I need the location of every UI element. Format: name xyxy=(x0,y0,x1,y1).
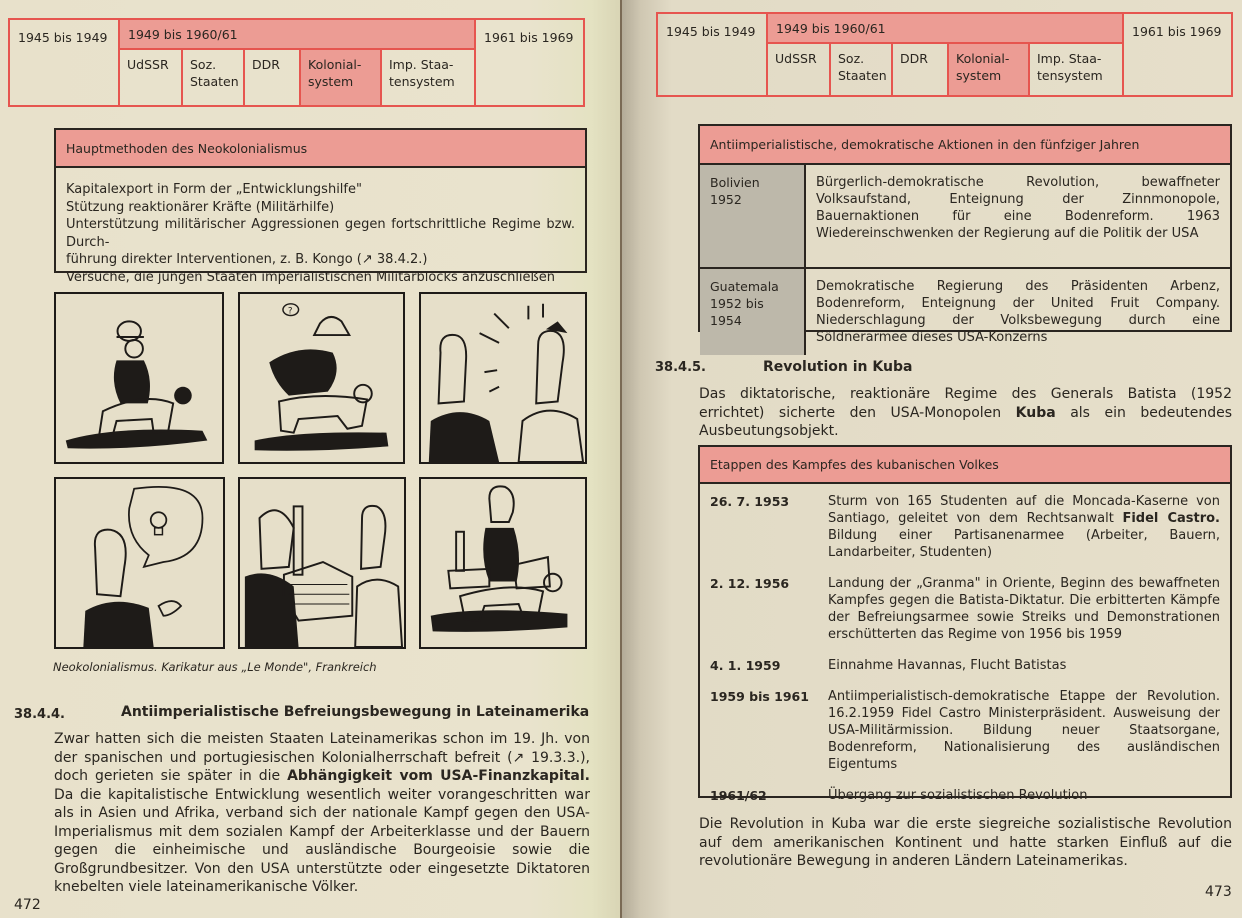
para-text: Da die kapitalistische Entwicklung wesentlich weiter vorangeschritten war als in Asien und Afrika, verband sich der nationale Kampf gegen den USA-Imperialismus mit dem sozialen Kampf der Arbeiterklasse und der Bauern gegen die einheimische und ausländische Bourgeoisie sowie die Großgrundbesitzer. Von den USA unterstützte oder eingesetzte Diktatoren knebelten viele lateinamerikanische Völker. xyxy=(54,786,590,895)
list-item xyxy=(710,657,1220,674)
sub-line: UdSSR xyxy=(127,57,169,72)
stage-text xyxy=(828,493,1220,561)
sub-line: Imp. Staa- xyxy=(389,57,454,72)
sub-line: Imp. Staa- xyxy=(1037,51,1102,66)
comic-panel-3 xyxy=(419,292,587,464)
key-line: 1954 xyxy=(710,313,742,328)
timeline-period-3: 1961 bis 1969 xyxy=(1132,24,1222,39)
timeline-sub-ddr xyxy=(893,44,949,95)
cartoon-man-riding-with-factory xyxy=(421,479,585,647)
timeline-sub-udssr xyxy=(768,44,831,95)
page-right xyxy=(622,0,1242,918)
section-number: 38.4.5. xyxy=(655,360,706,375)
comic-panel-4 xyxy=(54,477,225,649)
timeline-period-1: 1945 bis 1949 xyxy=(10,20,120,105)
stage-date: 1959 bis 1961 xyxy=(710,689,809,704)
comic-panel-5 xyxy=(238,477,406,649)
list-item xyxy=(710,688,1220,773)
row-country xyxy=(700,269,806,355)
stage-text-part: Sturm von 165 Studenten auf die Moncada-Kaserne von Santiago, geleitet von dem Rechtsanwalt xyxy=(828,494,1220,526)
para-emphasis: Abhängigkeit vom USA-Finanzkapital. xyxy=(287,768,590,784)
comic-caption: Neokolonialismus. Karikatur aus „Le Monde", Frankreich xyxy=(53,660,377,674)
stage-text-emphasis: Fidel Castro. xyxy=(1122,511,1220,526)
timeline-sub-soz-staaten xyxy=(831,44,893,95)
neocolonialism-methods-box xyxy=(54,128,587,285)
list-item xyxy=(710,493,1220,561)
stage-text: Landung der „Granma" in Oriente, Beginn des bewaffneten Kampfes gegen die Batista-Diktatur. Die erbitterten Kämpfe der Befreiungsarmee sowie Streiks und Demonstrationen erschütterten das Regime von 1956 bis 1959 xyxy=(828,576,1220,642)
sub-line: DDR xyxy=(900,51,928,66)
sub-line: Kolonial- xyxy=(308,57,362,72)
method-line: führung direkter Interventionen, z. B. Kongo (↗ 38.4.2.) xyxy=(66,252,428,267)
sub-line: tensystem xyxy=(389,74,455,89)
para-emphasis: Kuba xyxy=(1015,404,1056,421)
list-item xyxy=(710,787,1220,804)
timeline-sub-ddr xyxy=(245,50,301,105)
sub-line: Soz. xyxy=(190,57,217,72)
timeline-subcategories xyxy=(768,44,1122,95)
stage-text: Antiimperialistisch-demokratische Etappe der Revolution. 16.2.1959 Fidel Castro Ministerpräsident. Ausweisung der USA-Militärmission. Bildung neuer Staatsorgane, Bodenreform, Nationalisierung des ausländischen Eigentums xyxy=(828,689,1220,772)
para-text: Zwar hatten sich die meisten Staaten Lateinamerikas schon im 19. Jh. von der spanischen und portugiesischen Kolonialherrschaft befreit (↗ 19.3.3.), doch gerieten sie später in die xyxy=(54,731,590,784)
row-description: Bürgerlich-demokratische Revolution, bewaffneter Volksaufstand, Enteignung der Zinnmonopole, Bauernaktionen für eine Bodenreform. 1963 Wiedereinschwenken der Regierung auf die Politik der USA xyxy=(816,175,1220,241)
page-number-left: 472 xyxy=(14,897,41,913)
timeline-sub-imp-staatensystem xyxy=(382,50,474,105)
sub-line: DDR xyxy=(252,57,280,72)
comic-panel-1 xyxy=(54,292,224,464)
key-line: 1952 bis xyxy=(710,296,764,311)
method-line: Stützung reaktionärer Kräfte (Militärhilfe) xyxy=(66,199,335,215)
comic-panel-2 xyxy=(238,292,405,464)
cartoon-man-with-idea xyxy=(56,479,223,647)
method-line: Unterstützung militärischer Aggressionen gegen fortschrittliche Regime bzw. Durch- xyxy=(66,217,575,250)
section-number: 38.4.4. xyxy=(14,707,65,722)
section-title: Antiimperialistische Befreiungsbewegung in Lateinamerika xyxy=(121,704,590,720)
timeline-period-1: 1945 bis 1949 xyxy=(658,14,768,95)
timeline-sub-kolonialsystem xyxy=(301,50,382,105)
stage-text: Einnahme Havannas, Flucht Batistas xyxy=(828,658,1067,673)
timeline-period-2-group xyxy=(768,14,1124,95)
sub-line: tensystem xyxy=(1037,68,1103,83)
sub-line: system xyxy=(956,68,1002,83)
box-title: Antiimperialistische, demokratische Aktionen in den fünfziger Jahren xyxy=(700,126,1230,165)
timeline-sub-soz-staaten xyxy=(183,50,245,105)
cartoon-man-riding-worker xyxy=(56,294,222,462)
section-paragraph xyxy=(54,730,590,897)
row-description: Demokratische Regierung des Präsidenten Arbenz, Bodenreform, Enteignung der United Fruit Company. Niederschlagung der Volksbewegung durch eine Söldnerarmee dieses USA-Konzerns xyxy=(816,279,1220,345)
stages-list xyxy=(700,484,1230,804)
timeline-header-right xyxy=(656,12,1233,97)
lightbulb-icon xyxy=(151,512,167,528)
antiimperialist-actions-box xyxy=(698,124,1232,345)
para-text: als ein bedeutendes Ausbeutungsobjekt. xyxy=(699,404,1233,439)
closing-paragraph: Die Revolution in Kuba war die erste siegreiche sozialistische Revolution auf dem amerikanischen Kontinent und hatte starken Einfluß auf die revolutionäre Bewegung in anderen Ländern Lateinamerikas. xyxy=(699,816,1232,869)
key-line: Bolivien xyxy=(710,175,760,190)
table-row xyxy=(700,165,1230,269)
cartoon-two-men-arguing xyxy=(421,294,585,462)
cartoon-handing-factory xyxy=(240,479,404,647)
sub-line: system xyxy=(308,74,354,89)
page-number-right: 473 xyxy=(1205,884,1232,900)
box-title: Hauptmethoden des Neokolonialismus xyxy=(56,130,585,168)
sub-line: UdSSR xyxy=(775,51,817,66)
timeline-period-2: 1949 bis 1960/61 xyxy=(120,20,474,50)
stage-date: 4. 1. 1959 xyxy=(710,658,781,673)
timeline-sub-kolonialsystem xyxy=(949,44,1030,95)
stage-text: Übergang zur sozialistischen Revolution xyxy=(828,788,1088,803)
timeline-header-left xyxy=(8,18,585,107)
comic-panel-6 xyxy=(419,477,587,649)
cartoon-man-thrown-off xyxy=(240,294,403,462)
sub-line: Kolonial- xyxy=(956,51,1010,66)
section-intro xyxy=(699,385,1232,441)
stage-date: 1961/62 xyxy=(710,788,767,803)
method-line: Kapitalexport in Form der „Entwicklungshilfe" xyxy=(66,182,362,197)
section-title: Revolution in Kuba xyxy=(763,359,913,375)
sub-line: Staaten xyxy=(190,74,239,89)
cuban-struggle-stages-box xyxy=(698,445,1232,803)
box-title: Etappen des Kampfes des kubanischen Volkes xyxy=(700,447,1230,484)
timeline-sub-udssr xyxy=(120,50,183,105)
stage-text-part: Bildung einer Partisanenarmee (Arbeiter, Bauern, Landarbeiter, Studenten) xyxy=(828,528,1220,560)
timeline-period-2: 1949 bis 1960/61 xyxy=(768,14,1122,44)
para-text: Das diktatorische, reaktionäre Regime des Generals Batista (1952 errichtet) sicherte den USA-Monopolen xyxy=(699,386,1232,421)
list-item xyxy=(710,575,1220,643)
sub-line: Staaten xyxy=(838,68,887,83)
timeline-sub-imp-staatensystem xyxy=(1030,44,1122,95)
stage-date: 2. 12. 1956 xyxy=(710,576,790,591)
table-row xyxy=(700,269,1230,345)
timeline-period-2-group xyxy=(120,20,476,105)
method-line: Versuche, die jungen Staaten imperialistischen Militärblocks anzuschließen xyxy=(66,269,555,285)
key-line: Guatemala xyxy=(710,279,779,294)
box-body xyxy=(56,168,585,299)
row-country xyxy=(700,165,806,267)
stage-date: 26. 7. 1953 xyxy=(710,494,790,509)
timeline-period-3: 1961 bis 1969 xyxy=(484,30,574,45)
timeline-subcategories xyxy=(120,50,474,105)
key-line: 1952 xyxy=(710,192,742,207)
speech-bubble-question: ? xyxy=(287,306,293,317)
sub-line: Soz. xyxy=(838,51,865,66)
